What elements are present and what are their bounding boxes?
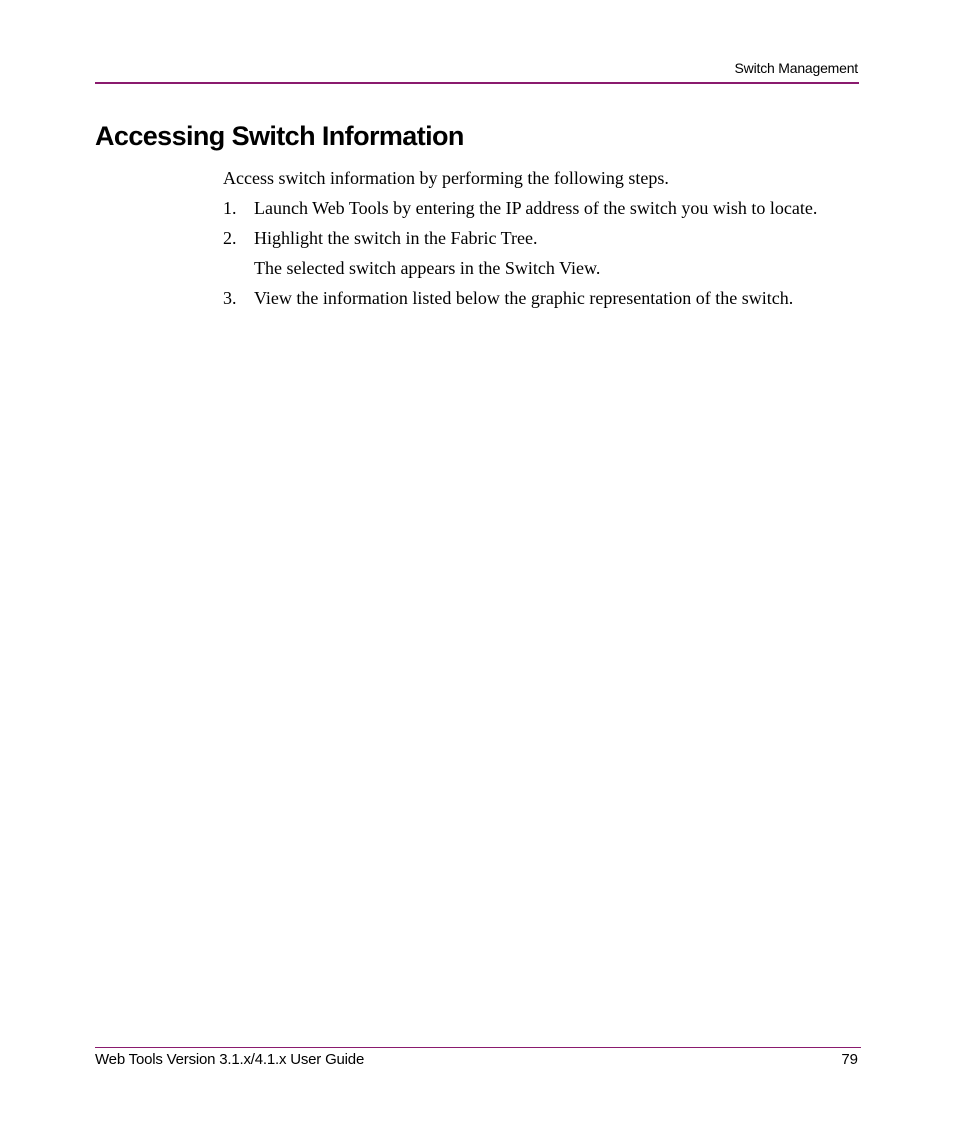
step-number: 1. xyxy=(223,198,237,218)
body-content xyxy=(223,163,863,313)
footer-rule xyxy=(95,1047,861,1048)
step-number: 2. xyxy=(223,228,237,248)
footer-guide-title: Web Tools Version 3.1.x/4.1.x User Guide xyxy=(95,1051,365,1068)
step-3 xyxy=(223,283,863,313)
step-2 xyxy=(223,223,863,253)
step-2-note: The selected switch appears in the Switch View. xyxy=(254,258,601,278)
step-text: View the information listed below the graphic representation of the switch. xyxy=(254,288,794,308)
step-number: 3. xyxy=(223,288,237,308)
step-1 xyxy=(223,193,863,223)
step-text: Launch Web Tools by entering the IP address of the switch you wish to locate. xyxy=(254,198,818,218)
intro-paragraph: Access switch information by performing the following steps. xyxy=(223,168,669,188)
header-rule xyxy=(95,82,859,84)
page-number: 79 xyxy=(841,1051,858,1068)
step-text: Highlight the switch in the Fabric Tree. xyxy=(254,228,538,248)
running-header: Switch Management xyxy=(734,60,858,76)
section-title: Accessing Switch Information xyxy=(95,121,464,151)
